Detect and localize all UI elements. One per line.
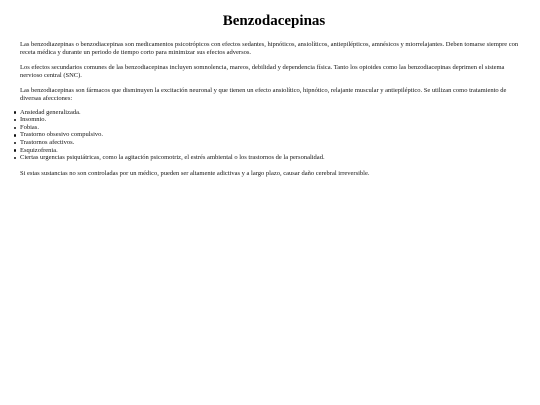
page-title: Benzodacepinas <box>222 13 326 29</box>
uses-paragraph: Las benzodiacepinas son fármacos que disminuyen la excitación neuronal y que tienen un efecto ansiolítico, hipnótico, relajante muscular y antiepiléptico. Se utilizan como tratamiento de diversas afecciones: <box>20 87 507 102</box>
list-item: Insomnio. <box>20 116 528 124</box>
conditions-list <box>20 109 528 162</box>
closing-paragraph: Si estas sustancias no son controladas por un médico, pueden ser altamente adictivas y a largo plazo, causar daño cerebral irreversible. <box>20 169 370 177</box>
list-item: Trastorno obsesivo compulsivo. <box>20 131 528 139</box>
list-item: Ciertas urgencias psiquiátricas, como la agitación psicomotriz, el estrés ambiental o los trastornos de la personalidad. <box>20 154 528 162</box>
list-item: Esquizofrenia. <box>20 147 528 155</box>
intro-paragraph: Las benzodiazepinas o benzodiacepinas son medicamentos psicotrópicos con efectos sedantes, hipnóticos, ansiolíticos, antiepilépticos, amnésicos y miorrelajantes. Deben tomarse siempre con receta médica y durante un periodo de tiempo corto para minimizar sus efectos adversos. <box>20 41 519 56</box>
list-item: Ansiedad generalizada. <box>20 109 528 117</box>
document-page <box>20 0 528 177</box>
side-effects-paragraph: Los efectos secundarios comunes de las benzodiacepinas incluyen somnolencia, mareos, debilidad y dependencia física. Tanto los opioides como las benzodiacepinas deprimen el sistema nervioso central (SNC). <box>20 64 505 79</box>
list-item: Trastornos afectivos. <box>20 139 528 147</box>
list-item: Fobias. <box>20 124 528 132</box>
